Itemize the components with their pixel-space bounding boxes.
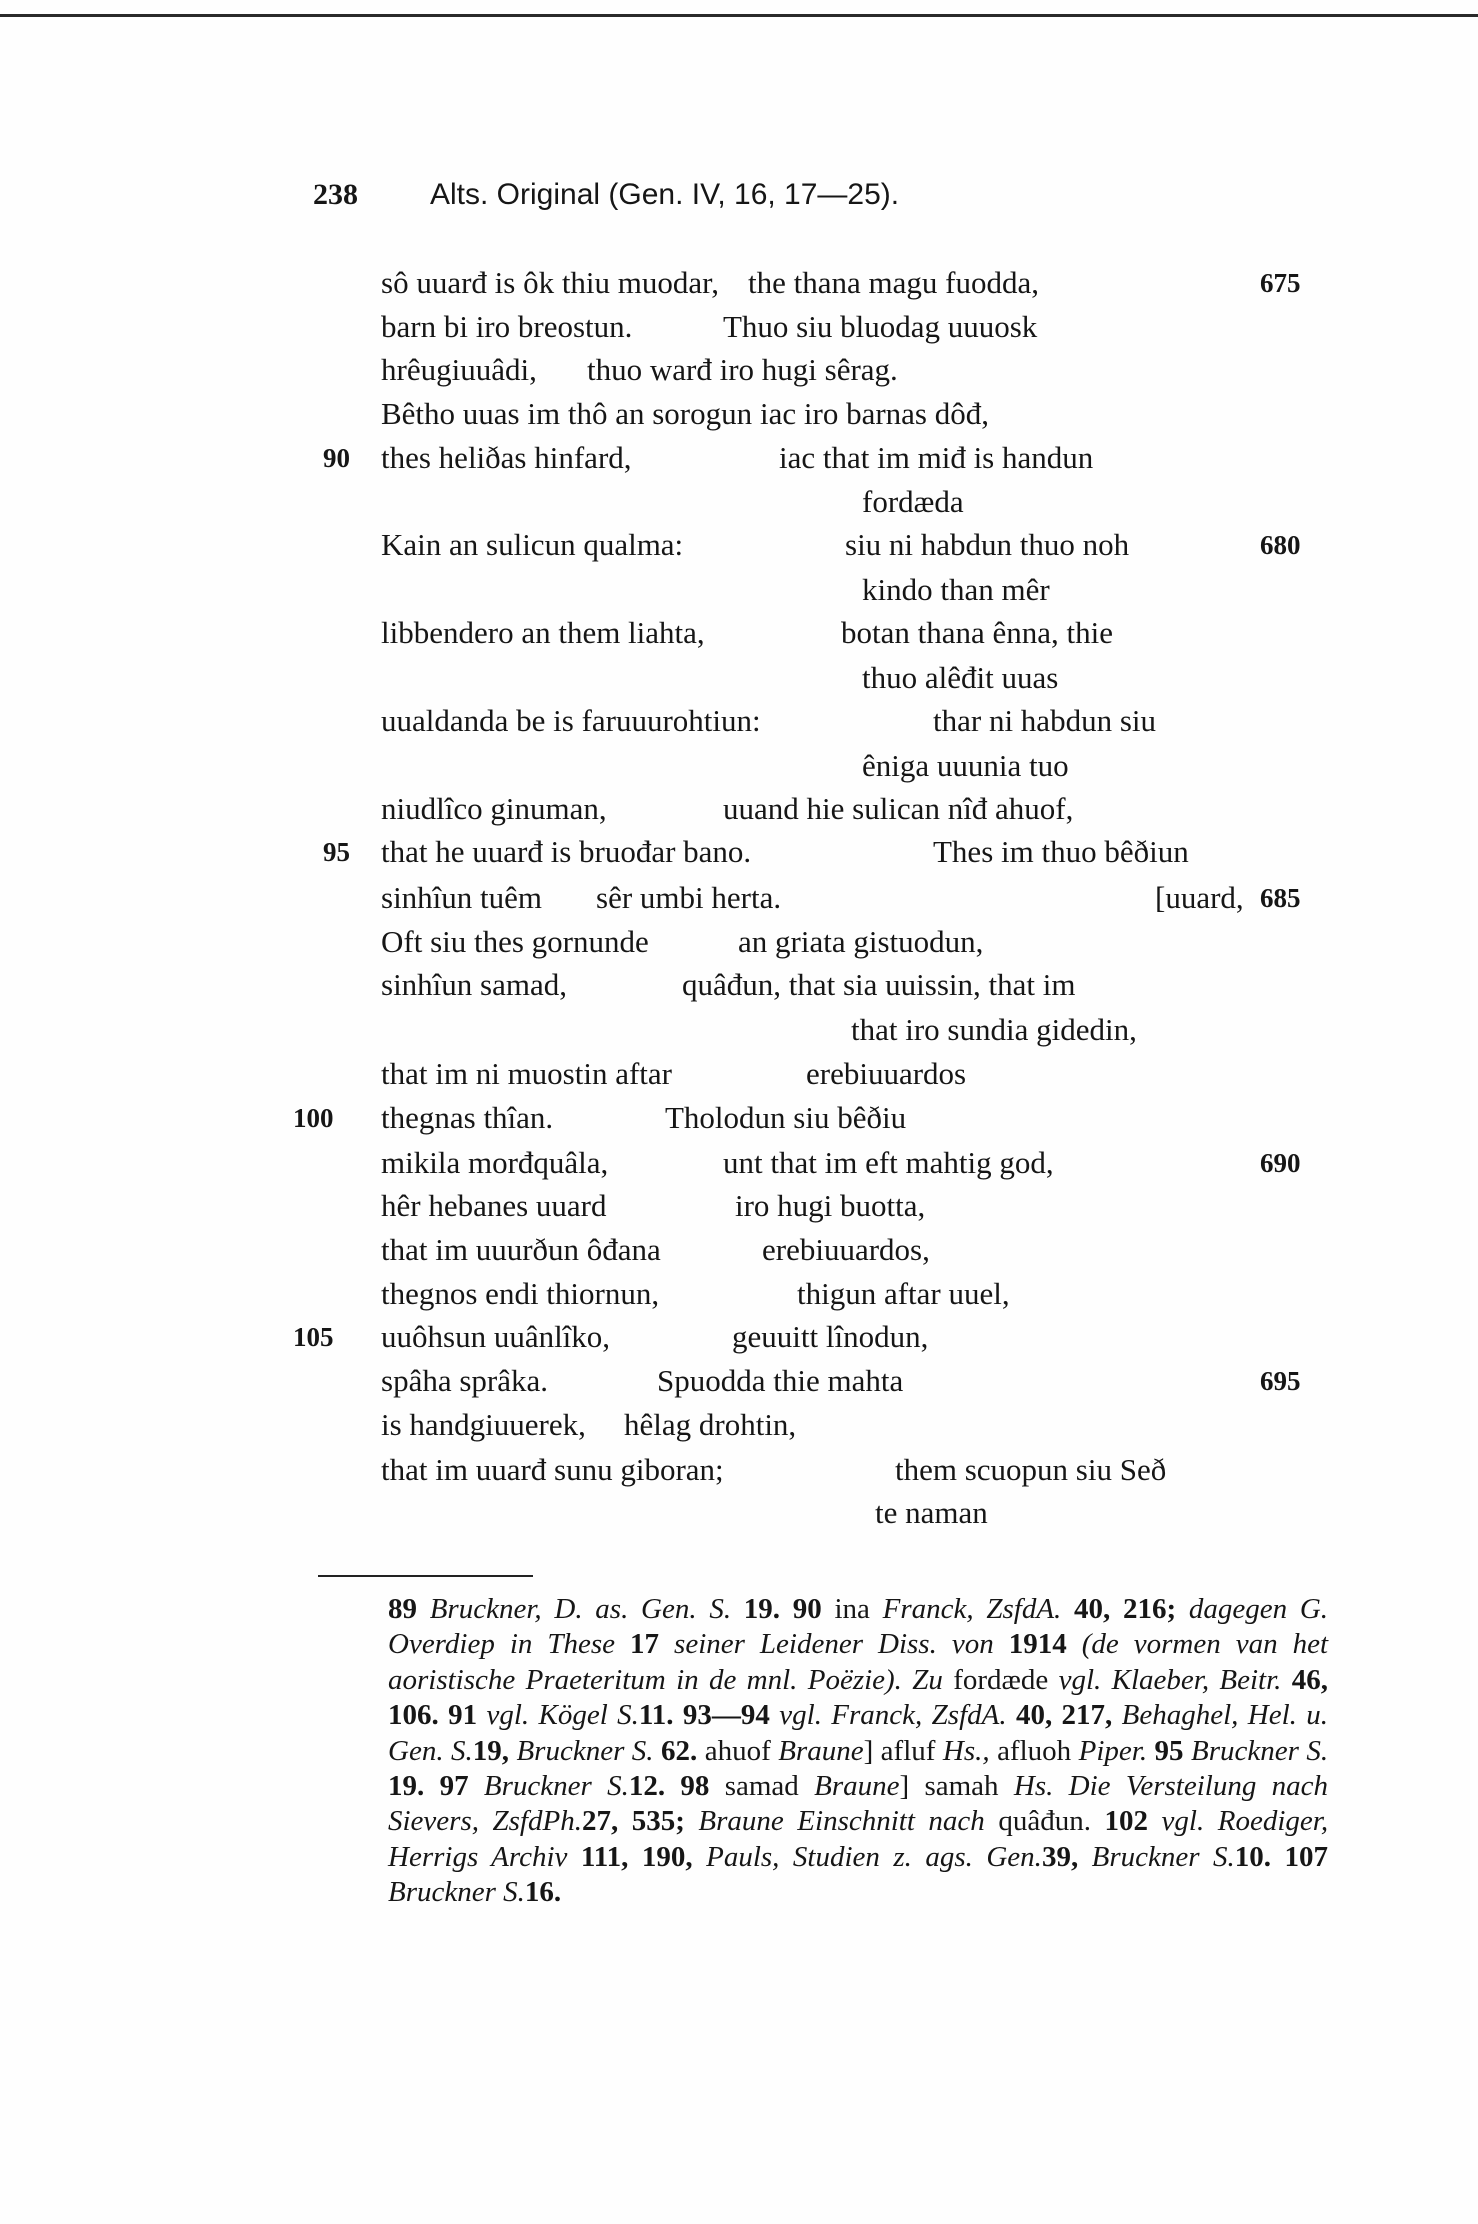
verse-line [0,834,1478,878]
line-number-right: 695 [1260,1366,1301,1396]
line-number-right: 675 [1260,268,1301,298]
verse-half-a: Bêtho uuas im thô an sorogun [381,396,753,431]
verse-line [0,660,1478,704]
verse-line [0,1319,1478,1363]
verse-line [0,1012,1478,1056]
verse-half-b: hêlag drohtin, [624,1407,797,1442]
verse-half-a: that im uuurðun ôđana [381,1232,661,1267]
verse-line [0,1056,1478,1100]
verse-half-b: thuo alêđit uuas [862,660,1059,695]
verse-bracket-word: [uuard, [1155,880,1244,915]
verse-half-a: sô uuarđ is ôk thiu muodar, [381,265,720,300]
verse-half-b: quâđun, that sia uuissin, that im [682,967,1076,1002]
verse-line [0,1363,1478,1407]
verse-half-a: that im uuarđ sunu giboran; [381,1452,724,1487]
line-number-left: 90 [323,443,350,473]
verse-half-a: hrêugiuuâdi, [381,352,537,387]
verse-line [0,527,1478,571]
verse-line [0,1100,1478,1144]
verse-half-a: thes heliðas hinfard, [381,440,632,475]
line-number-left: 105 [293,1322,334,1352]
verse-half-a: thegnos endi thiornun, [381,1276,660,1311]
verse-half-a: is handgiuuerek, [381,1407,586,1442]
verse-line [0,1232,1478,1276]
verse-half-b: thar ni habdun siu [933,703,1156,738]
verse-half-a: sinhîun tuêm [381,880,543,915]
footnote-rule [318,1575,533,1577]
verse-half-b: iac that im miđ is handun [779,440,1094,475]
verse-half-a: that he uuarđ is bruođar bano. [381,834,752,869]
verse-half-b: unt that im eft mahtig god, [723,1145,1054,1180]
verse-half-b: siu ni habdun thuo noh [845,527,1130,562]
verse-line [0,1276,1478,1320]
verse-line [0,748,1478,792]
verse-line [0,484,1478,528]
verse-half-b: uuand hie sulican nîđ ahuof, [723,791,1074,826]
verse-line [0,440,1478,484]
verse-half-a: mikila morđquâla, [381,1145,609,1180]
verse-line [0,1407,1478,1451]
verse-half-b: sêr umbi herta. [596,880,782,915]
verse-half-a: barn bi iro breostun. [381,309,633,344]
verse-half-b: kindo than mêr [862,572,1050,607]
verse-half-b: botan thana ênna, thie [841,615,1114,650]
verse-line [0,1495,1478,1539]
verse-half-b: iac iro barnas dôđ, [760,396,989,431]
verse-half-a: sinhîun samad, [381,967,567,1002]
verse-line [0,396,1478,440]
verse-half-b: Spuodda thie mahta [657,1363,904,1398]
verse-half-a: hêr hebanes uuard [381,1188,607,1223]
verse-half-a: niudlîco ginuman, [381,791,607,826]
verse-line [0,352,1478,396]
verse-half-a: that im ni muostin aftar [381,1056,673,1091]
verse-line [0,265,1478,309]
verse-line [0,572,1478,616]
verse-half-b: them scuopun siu Seð [895,1452,1167,1487]
verse-half-a: thegnas thîan. [381,1100,554,1135]
verse-half-b: that iro sundia gidedin, [851,1012,1137,1047]
scan-edge-line [0,14,1478,17]
verse-half-a: Kain an sulicun qualma: [381,527,684,562]
verse-half-b: erebiuuardos [806,1056,967,1091]
verse-half-b: an griata gistuodun, [738,924,984,959]
verse-half-a: libbendero an them liahta, [381,615,705,650]
line-number-right: 680 [1260,530,1301,560]
verse-half-b: Tholodun siu bêðiu [665,1100,907,1135]
verse-half-b: fordæda [862,484,964,519]
verse-half-b: êniga uuunia tuo [862,748,1069,783]
verse-line [0,791,1478,835]
verse-line [0,309,1478,353]
verse-half-b: erebiuuardos, [762,1232,930,1267]
verse-half-a: uualdanda be is faruuurohtiun: [381,703,761,738]
verse-half-a: Oft siu thes gornunde [381,924,649,959]
running-head: Alts. Original (Gen. IV, 16, 17—25). [430,178,900,211]
verse-half-a: spâha sprâka. [381,1363,548,1398]
line-number-left: 95 [323,837,350,867]
verse-half-b: thuo warđ iro hugi sêrag. [587,352,898,387]
verse-half-b: Thuo siu bluodag uuuosk [723,309,1038,344]
verse-line [0,1145,1478,1189]
line-number-right: 690 [1260,1148,1301,1178]
line-number-left: 100 [293,1103,334,1133]
verse-line [0,880,1478,924]
verse-line [0,1188,1478,1232]
verse-half-b: the thana magu fuodda, [748,265,1039,300]
verse-line [0,924,1478,968]
verse-half-a: uuôhsun uuânlîko, [381,1319,611,1354]
verse-half-b: iro hugi buotta, [735,1188,926,1223]
verse-half-b: geuuitt lînodun, [732,1319,929,1354]
verse-line [0,967,1478,1011]
verse-half-b: Thes im thuo bêðiun [933,834,1189,869]
line-number-right: 685 [1260,883,1301,913]
verse-line [0,703,1478,747]
verse-line [0,1452,1478,1496]
verse-half-b: te naman [875,1495,988,1530]
page-number: 238 [313,178,358,211]
footnotes: 89 Bruckner, D. as. Gen. S. 19. 90 ina Franck, ZsfdA. 40, 216; dagegen G. Overdiep in These 17 seiner Leidener Diss. von 1914 (de vormen van het aoristische Praeteritum in de mnl. Poëzie). Zu fordæde vgl. Klaeber, Beitr. 46, 106. 91 vgl. Kögel S.11. 93—94 vgl. Franck, ZsfdA. 40, 217, Behaghel, Hel. u. Gen. S.19, Bruckner S. 62. ahuof Braune] afluf Hs., afluoh Piper. 95 Bruckner S. 19. 97 Bruckner S.12. 98 samad Braune] samah Hs. Die Versteilung nach Sievers, ZsfdPh.27, 535; Braune Einschnitt nach quâđun. 102 vgl. Roediger, Herrigs Archiv 111, 190, Pauls, Studien z. ags. Gen.39, Bruckner S.10. 107 Bruckner S.16. [388,1593,1329,1909]
page-header [0,178,1478,222]
verse-half-b: thigun aftar uuel, [797,1276,1010,1311]
verse-line [0,615,1478,659]
